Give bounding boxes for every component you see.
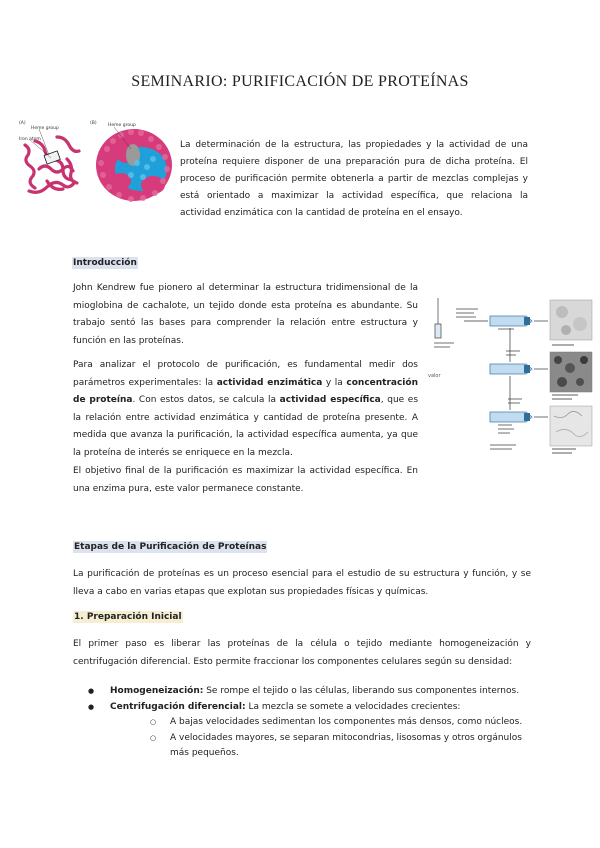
sub-bullet-item: ○ A bajas velocidades sedimentan los componentes más densos, como núcleos. bbox=[110, 715, 530, 731]
heme-label-b: Heme group bbox=[108, 123, 136, 128]
bullet-label: Centrifugación diferencial: bbox=[110, 701, 246, 712]
centrifugation-figure bbox=[428, 298, 594, 466]
bold-actividad-enzimatica: actividad enzimática bbox=[216, 377, 323, 388]
bullet-text: Se rompe el tejido o las células, liberando sus componentes internos. bbox=[203, 686, 520, 696]
bullet-homogeneizacion bbox=[88, 684, 530, 700]
paragraph-etapas-intro: La purificación de proteínas es un proceso esencial para el estudio de su estructura y función, y se lleva a cabo en varias etapas que explotan sus propiedades físicas y químicas. bbox=[73, 569, 531, 597]
myoglobin-figure bbox=[17, 119, 177, 209]
section-heading-etapas: Etapas de la Purificación de Proteínas bbox=[74, 542, 267, 552]
figure-label-a: (A) bbox=[19, 121, 26, 126]
text-run: , que es la relación entre actividad enzimática y cantidad de proteína presente. A medida que avanza la purificación, la actividad específica aumenta, ya que la proteína de interés se enriquece en la mezcla. bbox=[73, 395, 419, 458]
bullet-list bbox=[88, 684, 530, 762]
step-heading-preparacion-inicial: 1. Preparación Inicial bbox=[74, 612, 182, 622]
tube-3 bbox=[490, 412, 532, 422]
text-run: y la bbox=[322, 377, 347, 388]
sub-bullet-list bbox=[110, 715, 530, 762]
intro-paragraph: La determinación de la estructura, las propiedades y la actividad de una proteína requiere disponer de una preparación pura de dicha proteína. El proceso de purificación permite obtenerla a partir de mezclas complejas y está orientado a maximizar la actividad específica, que relaciona la actividad enzimática con la cantidad de proteína en el ensayo. bbox=[180, 140, 528, 218]
side-label: valor bbox=[428, 373, 441, 379]
myoglobin-drawing bbox=[17, 119, 177, 209]
micrograph-3 bbox=[550, 406, 592, 446]
text-run: Para analizar el protocolo de purificación, es fundamental medir dos parámetros experimentales: la bbox=[73, 360, 418, 388]
homogenizer bbox=[435, 298, 441, 338]
bullet-text: La mezcla se somete a velocidades crecientes: bbox=[245, 701, 461, 712]
micrograph-2 bbox=[550, 352, 592, 392]
bold-concentracion-proteina: concentración de proteína bbox=[73, 377, 418, 405]
ribbon-structure bbox=[25, 137, 79, 192]
page-title: SEMINARIO: PURIFICACIÓN DE PROTEÍNAS bbox=[131, 73, 469, 90]
paragraph-objetivo: El objetivo final de la purificación es maximizar la actividad específica. En una enzima pura, este valor permanece constante. bbox=[73, 466, 418, 494]
tube-1 bbox=[490, 316, 532, 326]
micrograph-1 bbox=[550, 300, 592, 340]
heme-label-a: Heme group bbox=[31, 126, 59, 131]
figure-label-b: (B) bbox=[90, 121, 97, 126]
space-filling-model bbox=[96, 127, 172, 202]
tube-2 bbox=[490, 364, 532, 374]
text-run: . Con estos datos, se calcula la bbox=[132, 395, 280, 405]
sub-bullet-item: ○ A velocidades mayores, se separan mitocondrias, lisosomas y otros orgánulos más pequeños. bbox=[110, 731, 530, 762]
section-heading-introduccion: Introducción bbox=[73, 258, 137, 268]
bold-actividad-especifica: actividad específica bbox=[279, 395, 381, 405]
paragraph-kendrew: John Kendrew fue pionero al determinar la estructura tridimensional de la mioglobina de cachalote, un tejido donde esta proteína es abundante. Su trabajo sentó las bases para comprender la relación entre estructura y función en las proteínas. bbox=[73, 283, 418, 346]
bullet-label: Homogeneización: bbox=[110, 686, 204, 696]
bullet-centrifugacion bbox=[88, 700, 530, 762]
paragraph-parametros bbox=[73, 357, 418, 462]
paragraph-preparacion: El primer paso es liberar las proteínas de la célula o tejido mediante homogeneización y centrifugación diferencial. Esto permite fraccionar los componentes celulares según su densidad: bbox=[73, 639, 531, 667]
centrifugation-drawing bbox=[428, 298, 594, 466]
iron-label: Iron atom bbox=[19, 137, 41, 142]
